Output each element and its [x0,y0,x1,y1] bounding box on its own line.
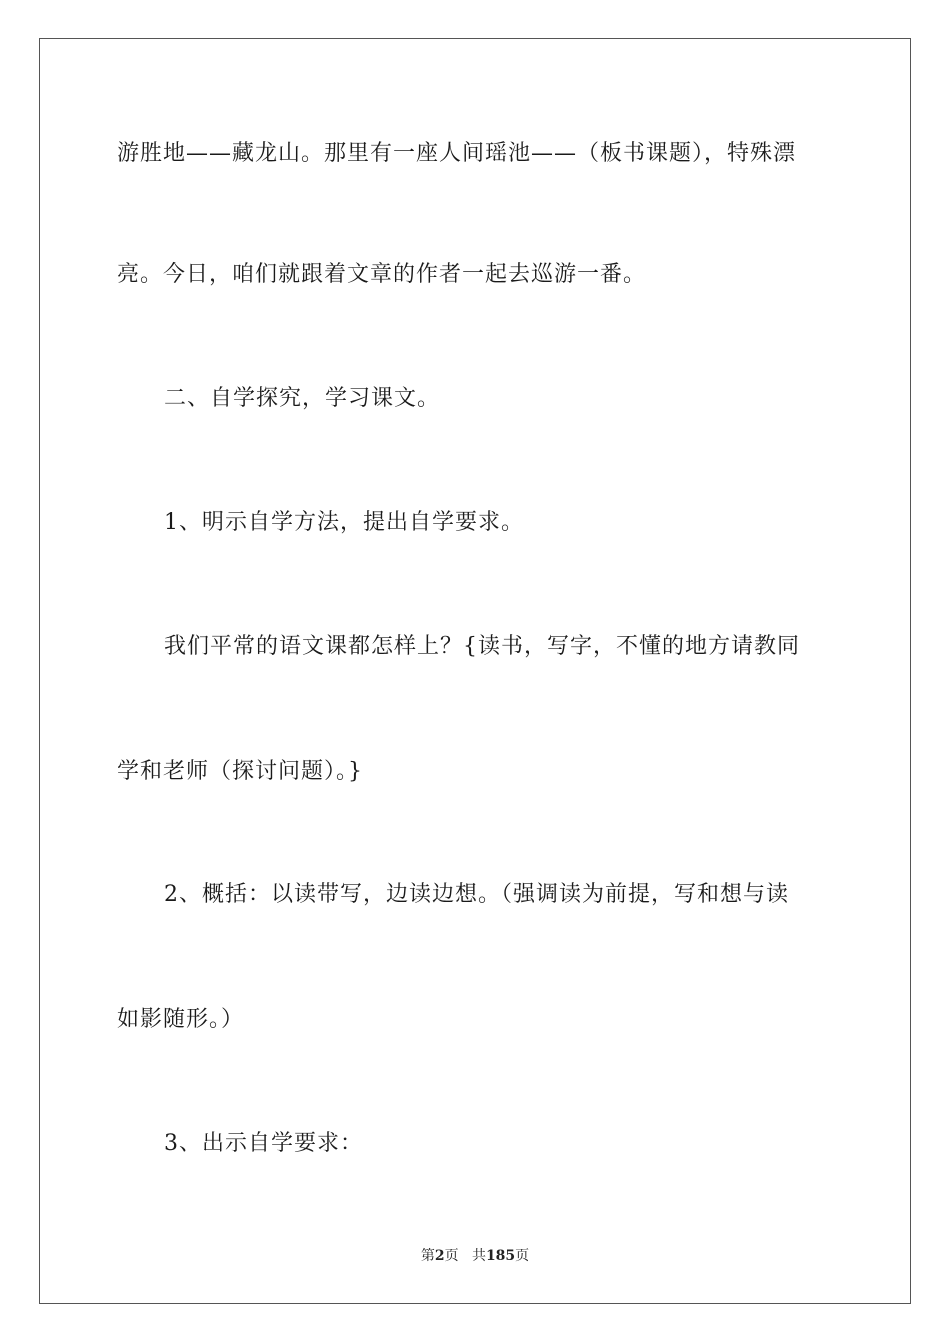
footer-page-suffix: 页 [444,1248,459,1264]
paragraph-line: 2、概括：以读带写，边读边想。（强调读为前提，写和想与读 [164,882,789,907]
footer-page-prefix: 第 [420,1248,435,1264]
footer-total-suffix: 页 [515,1248,530,1264]
paragraph-line: 亮。今日，咱们就跟着文章的作者一起去巡游一番。 [117,262,647,287]
page-footer [0,1246,950,1266]
page-border [39,38,911,1304]
paragraph-line: 我们平常的语文课都怎样上？{读书，写字，不懂的地方请教同 [164,634,800,659]
paragraph-line: 如影随形。） [117,1007,245,1032]
section-heading: 二、自学探究，学习课文。 [164,386,441,411]
footer-total-prefix: 共 [471,1248,486,1264]
paragraph-line: 1、明示自学方法，提出自学要求。 [164,510,524,535]
footer-page-number: 2 [434,1248,445,1264]
paragraph-line: 学和老师（探讨问题）。} [117,759,363,784]
footer-total-pages: 185 [485,1248,516,1264]
paragraph-line: 3、出示自学要求： [164,1131,363,1156]
paragraph-line: 游胜地——藏龙山。那里有一座人间瑶池——（板书课题），特殊漂 [117,141,797,166]
